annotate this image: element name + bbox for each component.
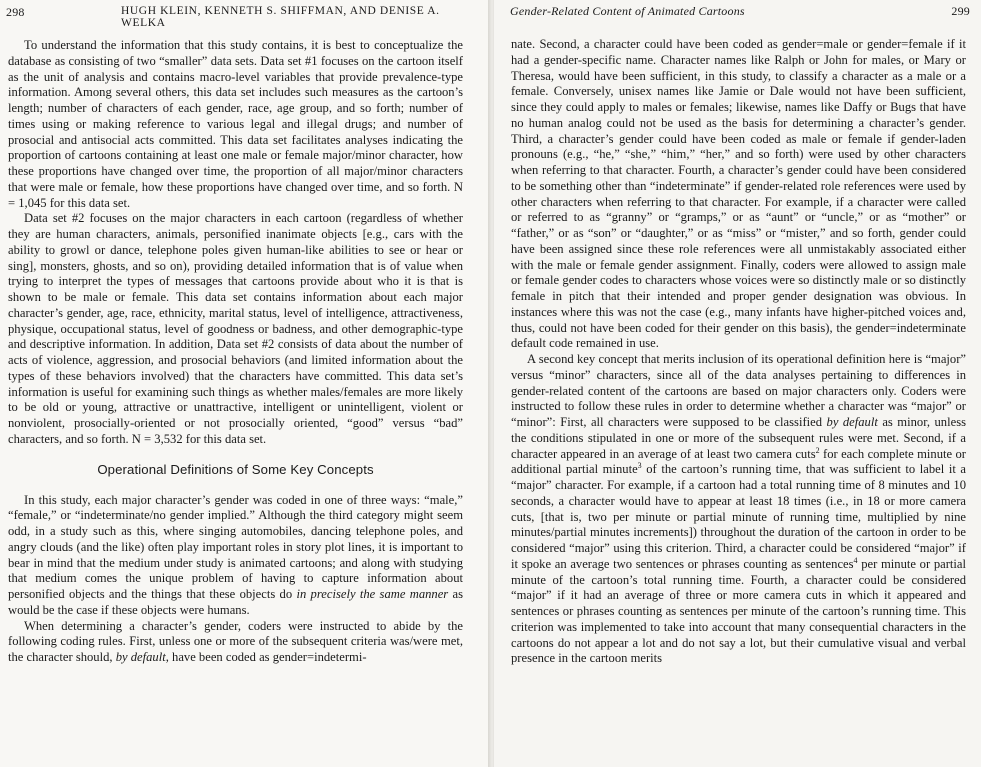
left-page-number: 298 xyxy=(6,5,25,19)
paragraph: nate. Second, a character could have been coded as gender=male or gender=female if it had a gender-specific name. Character names like Ralph or John for males, or Mary or Theresa, would have been sufficient, in this study, to classify a character as a male or a female. Conversely, unisex names like Jamie or Dale would not have been sufficient, since they could apply to males or females; likewise, names like Daffy or Bugs that have no human analog could not be used as the basis for determining a character’s gender. Third, a character’s gender could have been coded as male or female if gender-laden pronouns (e.g., “he,” “she,” “him,” “her,” and so forth) were used by other characters when referring to that character. Fourth, a character’s gender could have been considered to be something other than “indeterminate” if gender-related role references were used by other characters when referring to that character. For example, if a character were called or referred to as “granny” or “gramps,” or as “aunt” or “uncle,” or as “mother” or “father,” or as “son” or “daughter,” or as “miss” or “mister,” and so forth, gender could have been assigned since these role references were all unmistakably associated either with the male or female gender assignment. Finally, coders were allowed to assign male or female gender codes to characters whose voices were so distinctly male or so distinctly female in pitch that their intended and proper gender designation was obvious. In instances where this was not the case (e.g., many infants have higher-pitched voices and, thus, could not have been coded for their gender on this basis), the gender=indeterminate default code remained in use. xyxy=(511,37,966,351)
paragraph xyxy=(8,493,463,619)
paragraph-text: In this study, each major character’s gender was coded in one of three ways: “male,” “female,” or “indeterminate/no gender implied.” Although the third category might seem odd, in a study such as this, where singing automobiles, dancing telephone poles, and angry clouds (and the like) often play important roles in story plot lines, it is important to bear in mind that the medium under study is animated cartoons; and along with studying that medium comes the unique problem of having to capture information about personified objects and the things that these objects do xyxy=(8,492,463,601)
paragraph-text: as would be the case if these objects were humans. xyxy=(8,587,463,617)
italic-text: in precisely the same manner xyxy=(296,587,449,601)
right-page xyxy=(494,0,981,767)
footnote-marker: 4 xyxy=(853,555,858,565)
left-page-body xyxy=(8,38,463,666)
left-page xyxy=(0,0,490,767)
paragraph: Data set #2 focuses on the major characters in each cartoon (regardless of whether they are human characters, animals, personified inanimate objects [e.g., cars with the ability to growl or dance, telephone poles given human-like abilities to see or hear or sing], monsters, ghosts, and so on), providing detailed information that is of value when trying to interpret the types of messages that cartoons provide about who it is that is shown to be male or female. This data set contains information about each major character’s gender, age, race, ethnicity, marital status, level of intelligence, attractiveness, physique, occupational status, level of goodness or badness, and other demographic-type and descriptive information. In addition, Data set #2 consists of data about the number of acts of violence, aggression, and prosocial behaviors (and limited information about the types of these behaviors involved) that the characters have committed. This data set’s information is useful for examining such things as whether males/females are more likely to be old or young, attractive or unattractive, intelligent or unintelligent, violent or nonviolent, prosocially-oriented or not prosocially oriented, “good” versus “bad” characters, and so forth. N = 3,532 for this data set. xyxy=(8,211,463,446)
italic-text: by default xyxy=(115,650,166,664)
section-heading: Operational Definitions of Some Key Concepts xyxy=(97,461,374,477)
paragraph-text: as minor, unless the conditions stipulated in one or more of the subsequent rules were met. Second, if a character appeared in an average of at least two camera cuts xyxy=(511,415,966,461)
footnote-marker: 2 xyxy=(815,445,820,455)
paragraph-text: of the cartoon’s running time, that was sufficient to label it a “major” character. For example, if a cartoon had a total running time of 8 minutes and 10 seconds, a character would have to appear at least 18 times (i.e., in 18 or more camera cuts, [that is, two per minute or partial minute of running time, multiplied by nine minutes/partial minutes increments]) throughout the duration of the cartoon in order to be considered “major” using this criterion. Third, a character could be considered “major” if it spoke an average two sentences or phrases counting as sentences xyxy=(511,462,967,571)
paragraph-text: per minute or partial minute of the cartoon’s total running time. Fourth, a character could be considered “major” if it had an average of three or more camera cuts in which it appeared and sentences or phrases counting as sentences per minute of the cartoon’s running time. This criterion was implemented to take into account that many consequential characters in the cartoons do not appear a lot and do not say a lot, but their cumulative visual and verbal presence in the cartoon merits xyxy=(511,556,967,666)
paragraph xyxy=(511,352,966,667)
paragraph-text: A second key concept that merits inclusion of its operational definition here is “major” versus “minor” characters, since all of the data analyses pertaining to differences in gender-related content of the cartoons are based on major characters only. Coders were instructed to follow these rules in order to determine whether a character was “major” or “minor”: First, all characters were supposed to be classified xyxy=(511,352,966,429)
right-running-header: Gender-Related Content of Animated Cartoons xyxy=(510,4,745,18)
left-running-header: HUGH KLEIN, KENNETH S. SHIFFMAN, AND DENISE A. WELKA xyxy=(121,5,440,29)
paragraph-text: for each complete minute or additional partial minute xyxy=(511,446,966,477)
paragraph xyxy=(8,619,463,666)
italic-text: by default xyxy=(826,415,878,429)
paragraph: To understand the information that this study contains, it is best to conceptualize the database as consisting of two “smaller” data sets. Data set #1 focuses on the cartoon itself as the unit of analysis and contains macro-level variables that provide prevalence-type information. Among several others, this data set includes such measures as the cartoon’s length; number of characters of each gender, race, age group, and so forth; number of times using or making reference to various legal and illegal drugs; and number of prosocial and antisocial acts committed. This data set facilitates analyses indicating the proportion of cartoons containing at least one male or female major/minor character, how these proportions have changed over time, the proportion of all major/minor characters that were male or female, how these proportions have changed over time, and so forth. N = 1,045 for this data set. xyxy=(8,38,463,210)
left-page-header xyxy=(6,5,482,29)
paragraph-text: , have been coded as gender=indetermi- xyxy=(165,650,367,664)
right-page-body xyxy=(511,37,966,667)
paragraph-text: When determining a character’s gender, coders were instructed to abide by the following coding rules. First, unless one or more of the subsequent criteria was/were met, the character should, xyxy=(8,618,463,664)
right-page-header xyxy=(510,4,970,19)
right-page-number: 299 xyxy=(951,4,970,18)
footnote-marker: 3 xyxy=(637,461,642,471)
